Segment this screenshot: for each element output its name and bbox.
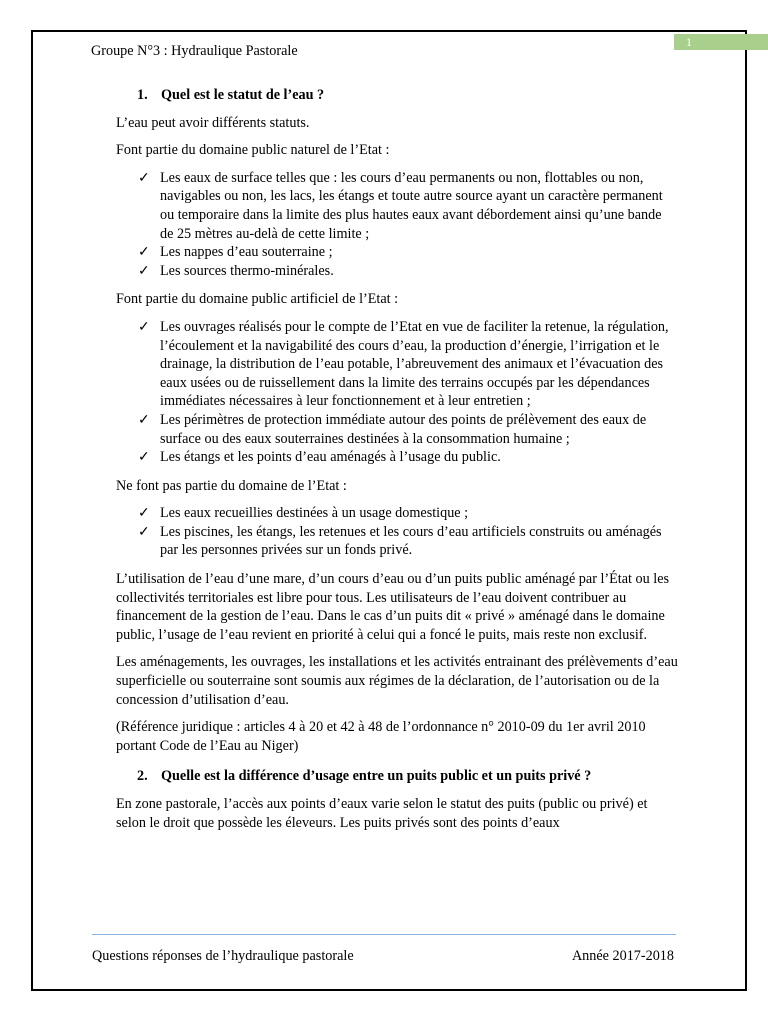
check-icon: ✓	[138, 318, 150, 335]
regimes-paragraph: Les aménagements, les ouvrages, les installations et les activités entrainant des prélèvements d’eau superficielle ou souterraine sont soumis aux régimes de la déclaration, de l’autorisation ou de la concession d’utilisation d’eau.	[116, 654, 678, 708]
footer-divider	[92, 934, 676, 935]
list-item-text: Les étangs et les points d’eau aménagés à l’usage du public.	[160, 449, 501, 466]
document-body	[116, 86, 678, 841]
natural-domain-heading: Font partie du domaine public naturel de l’Etat :	[116, 142, 390, 159]
list-item	[138, 262, 678, 281]
header-title: Groupe N°3 : Hydraulique Pastorale	[91, 43, 298, 59]
list-item	[138, 243, 678, 262]
list-item	[138, 169, 678, 243]
excluded-domain-heading: Ne font pas partie du domaine de l’Etat :	[116, 477, 347, 494]
question-1-title: Quel est le statut de l’eau ?	[161, 87, 325, 103]
question-2-title: Quelle est la différence d’usage entre un puits public et un puits privé ?	[161, 768, 592, 785]
natural-domain-list	[116, 169, 678, 281]
check-icon: ✓	[138, 505, 150, 522]
list-item-text: Les ouvrages réalisés pour le compte de l’Etat en vue de faciliter la retenue, la régulation, l’écoulement et la navigabilité des cours d’eau, la production d’énergie, l’irrigation et le drainage, la distribution de l’eau potable, l’abreuvement des animaux et l’évacuation des eaux usées ou de ruissellement dans la limite des terrains occupés par les dépendances immédiates nécessaires à leur fonctionnement et à leur entretien ;	[160, 318, 669, 410]
intro-paragraph: L’eau peut avoir différents statuts.	[116, 114, 310, 131]
footer-year: Année 2017-2018	[571, 948, 674, 964]
list-item-text: Les eaux recueillies destinées à un usage domestique ;	[160, 505, 469, 522]
usage-paragraph: L’utilisation de l’eau d’une mare, d’un cours d’eau ou d’un puits public aménagé par l’État ou les collectivités territoriales est libre pour tous. Les utilisateurs de l’eau doivent contribuer au financement de la gestion de l’eau. Dans le cas d’un puits dit « privé » aménagé dans le domaine public, l’usage de l’eau revient en priorité à celui qui a foncé le puits, mais reste non exclusif.	[116, 571, 670, 643]
check-icon: ✓	[138, 262, 150, 279]
list-item-text: Les piscines, les étangs, les retenues et les cours d’eau artificiels construits ou aménagés par les personnes privées sur un fonds privé.	[160, 523, 662, 559]
list-item	[138, 504, 678, 523]
list-item-text: Les eaux de surface telles que : les cours d’eau permanents ou non, flottables ou non, navigables ou non, les lacs, les étangs et toute autre source ayant un caractère permanent ou temporaire dans la limite des plus hautes eaux avant débordement ainsi qu’une bande de 25 mètres au-delà de cette limite ;	[160, 169, 663, 242]
check-icon: ✓	[138, 523, 150, 540]
page-number: 1	[686, 35, 692, 49]
legal-reference: (Référence juridique : articles 4 à 20 et 42 à 48 de l’ordonnance n° 2010-09 du 1er avril 2010 portant Code de l’Eau au Niger)	[116, 719, 646, 754]
question-2-paragraph: En zone pastorale, l’accès aux points d’eaux varie selon le statut des puits (public ou privé) et selon le droit que possède les éleveurs. Les puits privés sont des points d’eaux	[116, 796, 648, 831]
list-item	[138, 411, 678, 448]
list-item	[138, 448, 678, 467]
question-2-heading	[116, 767, 678, 786]
check-icon: ✓	[138, 449, 150, 466]
check-icon: ✓	[138, 411, 150, 428]
list-item	[138, 523, 678, 560]
excluded-domain-list	[116, 504, 678, 560]
question-1-number: 1.	[137, 87, 148, 103]
check-icon: ✓	[138, 244, 150, 261]
check-icon: ✓	[138, 169, 150, 186]
footer-title: Questions réponses de l’hydraulique pastorale	[92, 948, 354, 964]
artificial-domain-heading: Font partie du domaine public artificiel de l’Etat :	[116, 291, 399, 308]
list-item-text: Les nappes d’eau souterraine ;	[160, 244, 333, 261]
list-item-text: Les périmètres de protection immédiate autour des points de prélèvement des eaux de surface ou des eaux souterraines destinées à la consommation humaine ;	[160, 411, 647, 447]
question-2-number: 2.	[137, 768, 148, 785]
artificial-domain-list	[116, 318, 678, 467]
list-item	[138, 318, 678, 411]
question-1-heading	[116, 86, 678, 105]
list-item-text: Les sources thermo-minérales.	[160, 262, 334, 279]
